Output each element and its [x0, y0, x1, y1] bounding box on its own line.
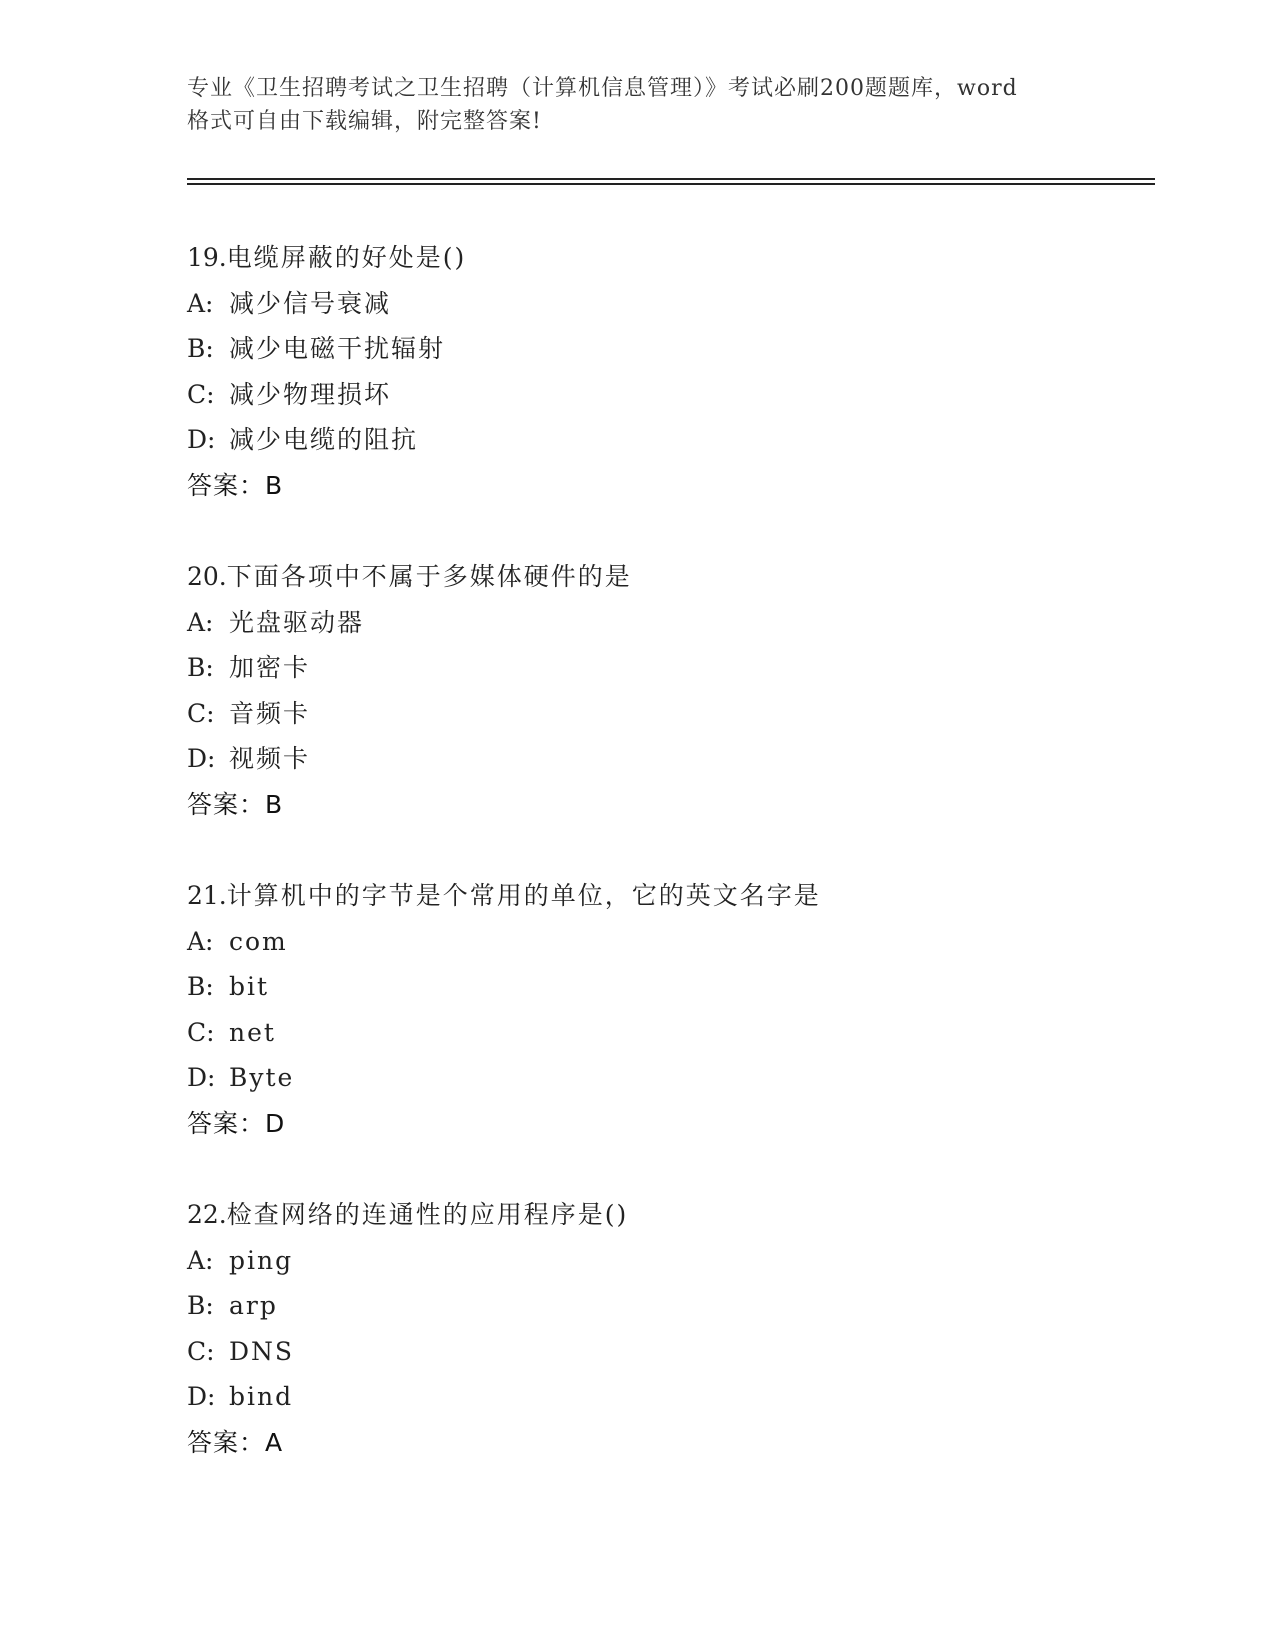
answer-line: [187, 1101, 1147, 1147]
option-text: 减少电磁干扰辐射: [229, 334, 446, 363]
option-key: C:: [187, 1017, 215, 1047]
option-text: 减少物理损坏: [229, 379, 392, 409]
option-a: [187, 600, 1147, 646]
option-text: 音频卡: [229, 698, 311, 728]
question-number: 19.: [187, 243, 227, 272]
option-a: [187, 1238, 1147, 1284]
answer-value: B: [265, 789, 284, 819]
answer-value: B: [265, 470, 284, 500]
answer-line: [187, 1420, 1147, 1466]
option-key: B:: [187, 1291, 214, 1320]
option-text: 加密卡: [229, 653, 311, 682]
option-c: [187, 1329, 1147, 1375]
option-key: B:: [187, 972, 214, 1001]
option-c: [187, 1010, 1147, 1056]
option-key: D:: [187, 1382, 216, 1411]
option-key: D:: [187, 425, 216, 454]
option-d: [187, 417, 1147, 463]
question-text: 下面各项中不属于多媒体硬件的是: [226, 562, 632, 591]
question-number: 21.: [187, 881, 227, 910]
option-key: C:: [187, 1336, 215, 1366]
option-text: ping: [229, 1245, 294, 1275]
option-b: [187, 326, 1147, 372]
option-key: B:: [187, 653, 214, 682]
option-a: [187, 281, 1147, 327]
answer-line: [187, 782, 1147, 828]
option-b: [187, 1283, 1147, 1329]
option-text: 减少信号衰减: [229, 288, 392, 318]
option-b: [187, 964, 1147, 1010]
option-key: A:: [187, 1245, 214, 1275]
question-19: [187, 235, 1147, 554]
option-text: 光盘驱动器: [229, 607, 365, 637]
header-divider-top: [187, 178, 1155, 180]
answer-label: 答案：: [187, 1108, 266, 1138]
option-d: [187, 1374, 1147, 1420]
question-text: 计算机中的字节是个常用的单位，它的英文名字是: [226, 881, 821, 910]
option-key: C:: [187, 698, 215, 728]
answer-label: 答案：: [187, 789, 266, 819]
option-c: [187, 691, 1147, 737]
option-text: 减少电缆的阻抗: [229, 425, 419, 454]
answer-label: 答案：: [187, 470, 266, 500]
option-key: C:: [187, 379, 215, 409]
question-number: 22.: [187, 1200, 227, 1229]
option-text: arp: [229, 1291, 278, 1320]
question-20: [187, 554, 1147, 873]
option-text: bind: [229, 1382, 294, 1411]
question-stem: [187, 554, 1147, 600]
question-text: 检查网络的连通性的应用程序是(): [226, 1200, 629, 1229]
question-number: 20.: [187, 562, 227, 591]
question-21: [187, 873, 1147, 1192]
question-stem: [187, 1192, 1147, 1238]
option-b: [187, 645, 1147, 691]
option-key: D:: [187, 1063, 216, 1092]
option-text: bit: [229, 972, 270, 1001]
option-text: net: [229, 1017, 276, 1047]
option-text: Byte: [229, 1063, 295, 1092]
option-d: [187, 1055, 1147, 1101]
answer-label: 答案：: [187, 1427, 266, 1457]
question-text: 电缆屏蔽的好处是(): [226, 243, 467, 272]
option-key: B:: [187, 334, 214, 363]
question-22: [187, 1192, 1147, 1511]
header-divider-bottom: [187, 183, 1155, 185]
option-d: [187, 736, 1147, 782]
question-list: [187, 235, 1147, 1511]
answer-value: A: [265, 1427, 284, 1457]
option-key: D:: [187, 744, 216, 773]
option-key: A:: [187, 607, 214, 637]
question-stem: [187, 873, 1147, 919]
option-text: com: [229, 926, 288, 956]
header-line-2: 格式可自由下载编辑，附完整答案!: [187, 109, 542, 134]
header-line-1: 专业《卫生招聘考试之卫生招聘（计算机信息管理）》考试必刷200题题库，word: [187, 76, 1018, 101]
option-text: DNS: [229, 1336, 295, 1366]
answer-value: D: [265, 1108, 286, 1138]
document-header: [187, 72, 1087, 138]
option-text: 视频卡: [229, 744, 311, 773]
option-key: A:: [187, 288, 214, 318]
answer-line: [187, 463, 1147, 509]
option-key: A:: [187, 926, 214, 956]
option-a: [187, 919, 1147, 965]
question-stem: [187, 235, 1147, 281]
option-c: [187, 372, 1147, 418]
